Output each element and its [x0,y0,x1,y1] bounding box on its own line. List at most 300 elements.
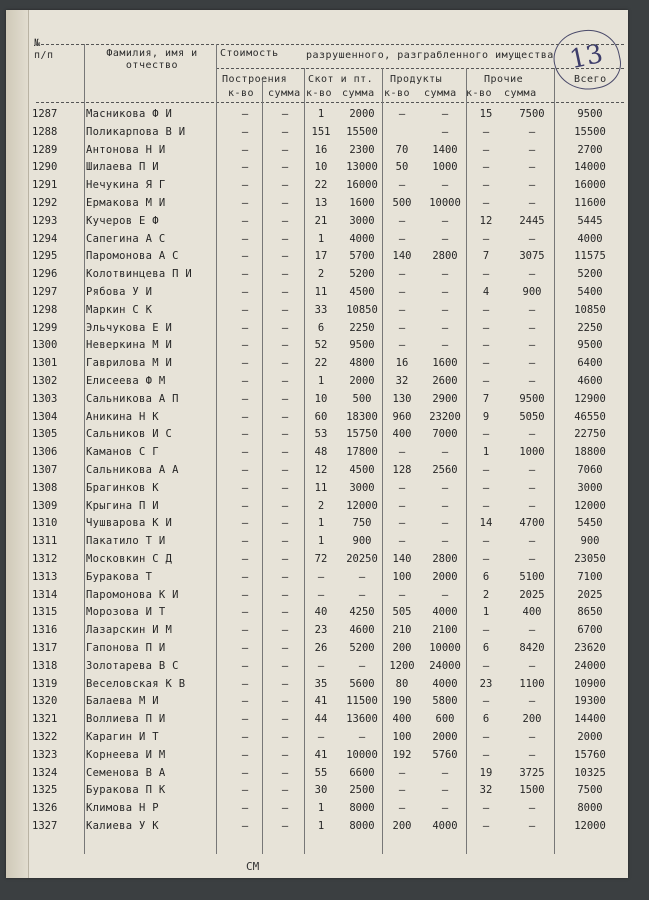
row-number: 1295 [32,250,58,263]
buildings-qty: – [241,731,249,743]
header-qty-4: к-во [466,88,493,99]
header-qty-2: к-во [306,88,333,99]
products-sum: – [441,588,449,601]
buildings-qty: – [241,517,249,530]
livestock-qty: 1 [317,517,325,530]
other-qty: 2 [482,588,490,601]
row-number: 1308 [32,481,58,494]
buildings-sum: – [281,428,289,441]
buildings-qty: – [241,143,249,156]
other-qty: – [482,197,490,209]
header-buildings: Построения [222,74,288,85]
other-sum: – [528,499,536,512]
other-sum: 5100 [519,570,545,583]
row-number: 1319 [32,677,58,690]
header-mid-rule [216,68,624,69]
products-sum: – [441,517,449,530]
row-total: 19300 [574,695,606,708]
other-qty: 7 [482,392,490,405]
buildings-sum: – [281,677,289,690]
table-row [6,268,628,285]
products-qty: 130 [392,392,412,405]
buildings-sum: – [281,143,289,156]
buildings-qty: – [241,802,249,815]
other-qty: 1 [482,606,490,619]
table-row [6,233,628,250]
other-sum: – [528,748,536,761]
products-sum: – [441,339,449,352]
table-row [6,713,628,730]
buildings-sum: – [281,179,289,192]
buildings-sum: – [281,820,289,832]
person-name: Воллиева П И [86,713,166,726]
person-name: Балаева М И [86,695,159,708]
buildings-sum: – [281,553,289,565]
other-sum: – [528,481,536,494]
other-qty: – [482,820,490,832]
header-livestock: Скот и пт. [308,74,374,85]
other-sum: – [528,303,536,316]
buildings-qty: – [241,428,249,441]
row-number: 1296 [32,268,58,281]
livestock-qty: 52 [314,339,328,352]
products-qty: 192 [392,748,412,761]
row-number: 1323 [32,748,58,761]
table-row [6,589,628,606]
livestock-sum: 4250 [349,606,375,619]
products-qty: 960 [392,410,412,423]
livestock-qty: 41 [314,695,328,708]
products-qty: – [398,108,406,120]
products-qty: – [398,446,406,459]
other-sum: 200 [522,713,542,726]
other-qty: – [482,232,490,245]
livestock-sum: – [358,588,366,601]
products-sum: 2800 [432,553,458,565]
other-qty: – [482,321,490,334]
row-number: 1314 [32,588,58,601]
products-qty: 210 [392,624,412,637]
livestock-sum: 2000 [349,108,375,120]
buildings-qty: – [241,392,249,405]
other-qty: 23 [479,677,493,690]
other-qty: – [482,125,490,138]
other-qty: 14 [479,517,493,530]
products-qty: – [398,303,406,316]
header-products: Продукты [390,74,443,85]
table-row [6,339,628,356]
other-qty: – [482,161,490,174]
document-page [6,10,628,878]
livestock-sum: 5200 [349,642,375,654]
other-qty: – [482,748,490,761]
other-qty: – [482,339,490,352]
livestock-qty: 11 [314,481,328,494]
other-qty: 6 [482,642,490,654]
products-qty: 505 [392,606,412,619]
livestock-sum: 3000 [349,481,375,494]
buildings-qty: – [241,179,249,192]
livestock-qty: 12 [314,464,328,476]
row-number: 1290 [32,161,58,174]
products-qty: 500 [392,197,412,209]
table-row [6,322,628,339]
table-row [6,446,628,463]
other-sum: 8420 [519,642,545,654]
buildings-sum: – [281,570,289,583]
products-qty: 50 [395,161,409,174]
buildings-qty: – [241,588,249,601]
other-qty: 7 [482,250,490,263]
person-name: Калиева У К [86,820,159,832]
buildings-sum: – [281,606,289,619]
row-number: 1321 [32,713,58,726]
livestock-sum: 5600 [349,677,375,690]
products-sum: – [441,214,449,227]
products-qty: – [398,232,406,245]
row-number: 1303 [32,392,58,405]
livestock-sum: 2000 [349,375,375,387]
other-sum: 900 [522,286,542,298]
row-total: 2000 [577,731,603,743]
table-row [6,553,628,570]
other-sum: – [528,357,536,370]
other-qty: – [482,802,490,815]
row-number: 1293 [32,214,58,227]
buildings-sum: – [281,731,289,743]
other-sum: – [528,143,536,156]
products-sum: 10000 [429,197,461,209]
row-total: 11600 [574,197,606,209]
buildings-sum: – [281,784,289,797]
buildings-sum: – [281,535,289,548]
row-number: 1322 [32,731,58,743]
person-name: Сальникова А П [86,392,179,405]
livestock-qty: 11 [314,286,328,298]
buildings-qty: – [241,499,249,512]
products-sum: – [441,179,449,192]
buildings-qty: – [241,713,249,726]
row-number: 1291 [32,179,58,192]
other-qty: 4 [482,286,490,298]
table-row [6,500,628,517]
header-sum-2: сумма [342,88,375,99]
livestock-qty: 22 [314,357,328,370]
row-number: 1301 [32,357,58,370]
buildings-sum: – [281,125,289,138]
livestock-sum: 15500 [346,125,378,138]
products-qty: – [398,214,406,227]
row-number: 1287 [32,108,58,120]
other-sum: – [528,535,536,548]
other-qty: – [482,553,490,565]
other-qty: 1 [482,446,490,459]
person-name: Колотвинцева П И [86,268,192,281]
products-sum: 4000 [432,606,458,619]
buildings-qty: – [241,624,249,637]
livestock-qty: 26 [314,642,328,654]
buildings-sum: – [281,624,289,637]
products-qty: 140 [392,553,412,565]
person-name: Буракова П К [86,784,166,797]
row-total: 9500 [577,108,603,120]
livestock-qty: 44 [314,713,328,726]
person-name: Эльчукова Е И [86,321,173,334]
person-name: Московкин С Д [86,553,173,565]
products-sum: 23200 [429,410,461,423]
buildings-qty: – [241,303,249,316]
livestock-sum: 2500 [349,784,375,797]
products-qty: – [398,499,406,512]
buildings-qty: – [241,820,249,832]
other-qty: – [482,695,490,708]
other-qty: 9 [482,410,490,423]
other-qty: – [482,357,490,370]
other-sum: – [528,161,536,174]
buildings-qty: – [241,250,249,263]
row-total: 22750 [574,428,606,441]
buildings-sum: – [281,375,289,387]
other-sum: 9500 [519,392,545,405]
other-sum: – [528,731,536,743]
livestock-sum: 15750 [346,428,378,441]
buildings-sum: – [281,766,289,779]
buildings-qty: – [241,446,249,459]
table-row [6,820,628,837]
livestock-qty: 60 [314,410,328,423]
livestock-sum: – [358,570,366,583]
table-row [6,161,628,178]
person-name: Крыгина П И [86,499,159,512]
buildings-sum: – [281,695,289,708]
row-total: 5445 [577,214,603,227]
buildings-sum: – [281,588,289,601]
header-sum-4: сумма [504,88,537,99]
row-number: 1327 [32,820,58,832]
products-sum: 600 [435,713,455,726]
person-name: Рябова У И [86,286,153,298]
other-sum: – [528,624,536,637]
livestock-qty: 1 [317,535,325,548]
row-number: 1289 [32,143,58,156]
products-sum: 2000 [432,731,458,743]
row-number: 1312 [32,553,58,565]
other-sum: – [528,659,536,672]
other-sum: 5050 [519,410,545,423]
person-name: Масникова Ф И [86,108,173,120]
person-name: Буракова Т [86,570,153,583]
person-name: Брагинков К [86,481,159,494]
livestock-qty: 40 [314,606,328,619]
header-qty-3: к-во [384,88,411,99]
livestock-qty: 1 [317,232,325,245]
buildings-sum: – [281,214,289,227]
row-number: 1310 [32,517,58,530]
products-sum: – [441,802,449,815]
other-qty: – [482,731,490,743]
buildings-sum: – [281,108,289,120]
buildings-sum: – [281,748,289,761]
other-sum: – [528,268,536,281]
row-total: 23620 [574,642,606,654]
products-qty: 100 [392,570,412,583]
table-row [6,144,628,161]
page-footer-mark: СМ [246,860,260,873]
products-sum: 5800 [432,695,458,708]
row-number: 1306 [32,446,58,459]
other-sum: – [528,464,536,476]
other-qty: – [482,375,490,387]
row-number: 1302 [32,375,58,387]
person-name: Нечукина Я Г [86,179,166,192]
products-sum: – [441,286,449,298]
livestock-qty: 1 [317,108,325,120]
person-name: Семенова В А [86,766,166,779]
other-sum: 1000 [519,446,545,459]
products-qty: – [398,481,406,494]
buildings-qty: – [241,481,249,494]
buildings-qty: – [241,748,249,761]
other-qty: – [482,499,490,512]
buildings-qty: – [241,286,249,298]
livestock-qty: 53 [314,428,328,441]
other-qty: – [482,535,490,548]
livestock-qty: 13 [314,197,328,209]
products-sum: 10000 [429,642,461,654]
products-qty: 400 [392,713,412,726]
row-total: 6700 [577,624,603,637]
table-row [6,464,628,481]
products-sum: 2800 [432,250,458,263]
products-sum: 2600 [432,375,458,387]
other-sum: – [528,375,536,387]
buildings-sum: – [281,481,289,494]
livestock-sum: 11500 [346,695,378,708]
livestock-sum: 9500 [349,339,375,352]
row-total: 16000 [574,179,606,192]
livestock-qty: 48 [314,446,328,459]
livestock-sum: 8000 [349,820,375,832]
livestock-sum: 900 [352,535,372,548]
products-sum: 4000 [432,820,458,832]
person-name: Маркин С К [86,303,153,316]
livestock-qty: 6 [317,321,325,334]
buildings-qty: – [241,108,249,120]
products-qty: 200 [392,820,412,832]
livestock-sum: 4600 [349,624,375,637]
other-qty: – [482,624,490,637]
row-total: 6400 [577,357,603,370]
livestock-qty: 1 [317,375,325,387]
livestock-qty: 2 [317,268,325,281]
other-sum: 4700 [519,517,545,530]
person-name: Климова Н Р [86,802,159,815]
row-number: 1315 [32,606,58,619]
other-qty: – [482,143,490,156]
table-row [6,126,628,143]
products-qty: 190 [392,695,412,708]
table-row [6,197,628,214]
products-qty: 1200 [389,659,415,672]
products-sum: 1600 [432,357,458,370]
row-total: 14400 [574,713,606,726]
livestock-qty: 17 [314,250,328,263]
products-qty: – [398,517,406,530]
livestock-qty: 35 [314,677,328,690]
products-qty: – [398,766,406,779]
buildings-qty: – [241,161,249,174]
row-total: 8000 [577,802,603,815]
row-number: 1317 [32,642,58,654]
buildings-sum: – [281,410,289,423]
livestock-qty: 151 [311,125,331,138]
row-number: 1309 [32,499,58,512]
buildings-qty: – [241,677,249,690]
livestock-qty: 41 [314,748,328,761]
table-row [6,606,628,623]
livestock-sum: 20250 [346,553,378,565]
row-total: 7060 [577,464,603,476]
livestock-qty: – [317,731,325,743]
livestock-sum: 4500 [349,464,375,476]
buildings-sum: – [281,517,289,530]
livestock-qty: 10 [314,392,328,405]
other-sum: – [528,695,536,708]
table-row [6,108,628,125]
table-row [6,802,628,819]
livestock-sum: 750 [352,517,372,530]
livestock-sum: 12000 [346,499,378,512]
products-sum: – [441,125,449,138]
person-name: Чушварова К И [86,517,173,530]
buildings-sum: – [281,197,289,209]
other-sum: – [528,802,536,815]
person-name: Паромонова К И [86,588,179,601]
row-total: 7500 [577,784,603,797]
header-total: Всего [574,74,607,85]
buildings-sum: – [281,357,289,370]
row-total: 8650 [577,606,603,619]
livestock-qty: 22 [314,179,328,192]
row-total: 5400 [577,286,603,298]
buildings-qty: – [241,197,249,209]
other-sum: – [528,179,536,192]
header-bottom-rule [36,102,624,103]
livestock-sum: – [358,659,366,672]
person-name: Поликарпова В И [86,125,186,138]
livestock-qty: 33 [314,303,328,316]
other-qty: – [482,464,490,476]
livestock-sum: 4800 [349,357,375,370]
row-number: 1318 [32,659,58,672]
products-sum: 7000 [432,428,458,441]
table-row [6,375,628,392]
livestock-qty: 23 [314,624,328,637]
person-name: Сальникова А А [86,464,179,476]
buildings-qty: – [241,125,249,138]
livestock-sum: 8000 [349,802,375,815]
row-number: 1305 [32,428,58,441]
livestock-qty: 10 [314,161,328,174]
row-total: 11575 [574,250,606,263]
buildings-qty: – [241,766,249,779]
other-qty: – [482,268,490,281]
products-qty: – [398,179,406,192]
row-total: 900 [580,535,600,548]
livestock-qty: 2 [317,499,325,512]
buildings-qty: – [241,339,249,352]
products-sum: – [441,268,449,281]
